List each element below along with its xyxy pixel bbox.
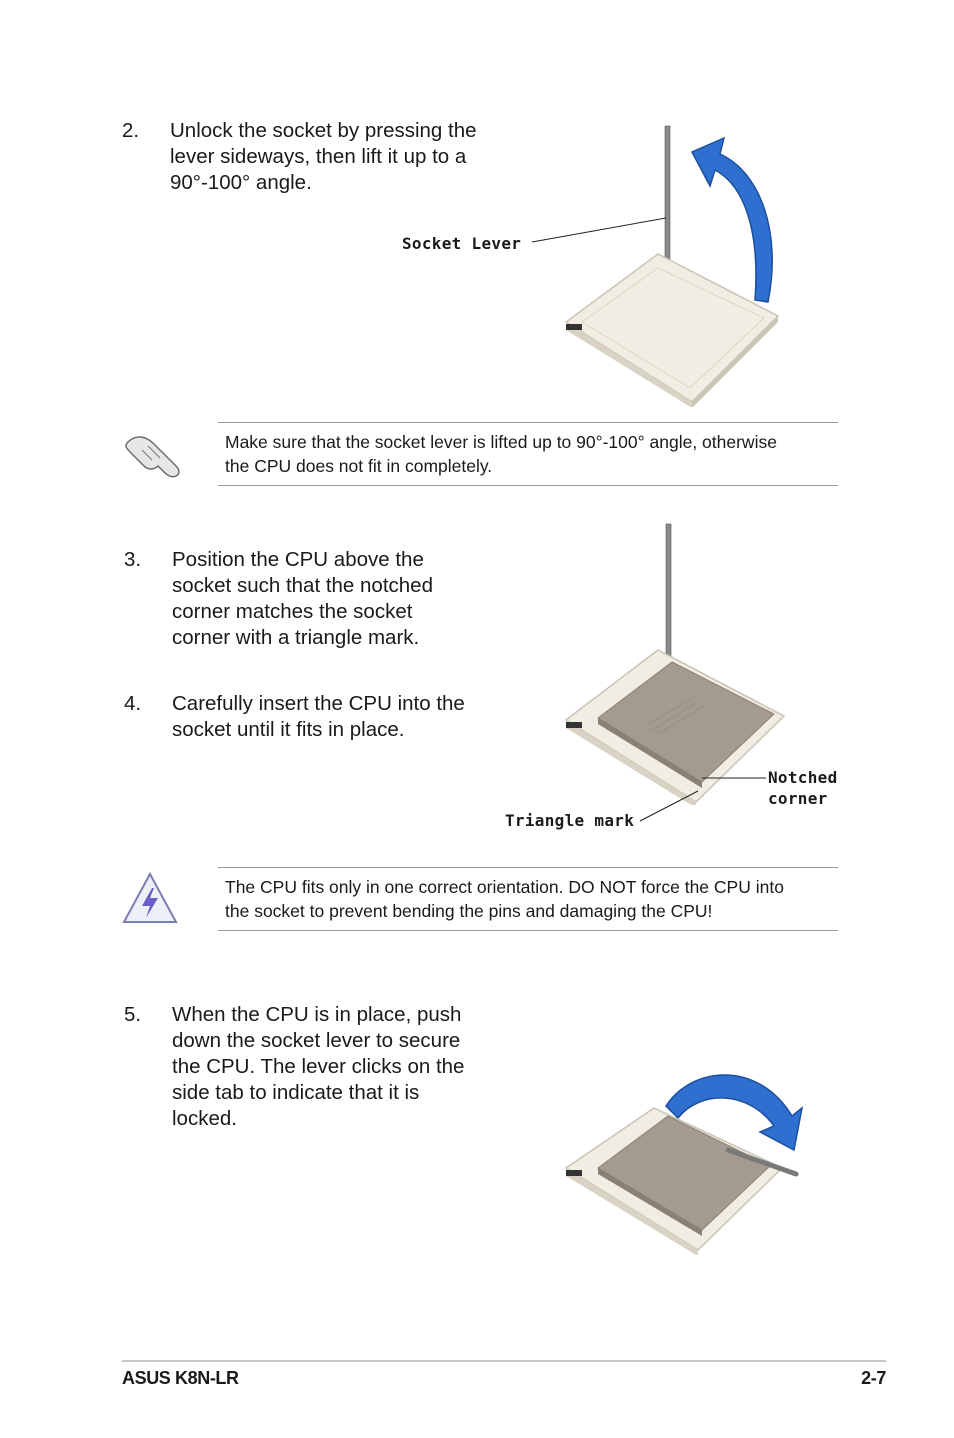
socket-lever-leader-line bbox=[530, 214, 670, 244]
warning-lightning-icon bbox=[122, 870, 178, 926]
step-number: 5. bbox=[124, 1003, 142, 1026]
note-warning-icon bbox=[122, 870, 178, 926]
socket-lever-label: Socket Lever bbox=[402, 234, 522, 253]
cpu-insert-figure bbox=[562, 520, 787, 805]
step-5 bbox=[124, 1002, 524, 1134]
step-number: 3. bbox=[124, 548, 142, 571]
step-text: When the CPU is in place, push down the socket lever to secure the CPU. The lever clicks on the side tab to indicate that it is locked. bbox=[172, 1003, 465, 1130]
triangle-mark-label: Triangle mark bbox=[505, 811, 635, 830]
step-2 bbox=[122, 118, 522, 198]
lever-icon bbox=[665, 126, 670, 266]
step-text: Position the CPU above the socket such that the notched corner matches the socket corner with a triangle mark. bbox=[172, 548, 433, 649]
step-text: Unlock the socket by pressing the lever sideways, then lift it up to a 90°-100° angle. bbox=[170, 119, 477, 194]
hand-note-icon bbox=[124, 428, 186, 480]
note-hand-icon bbox=[124, 428, 186, 480]
note-2-text: The CPU fits only in one correct orientation. DO NOT force the CPU into the socket to prevent bending the pins and damaging the CPU! bbox=[225, 877, 784, 921]
socket-lever-figure bbox=[560, 112, 790, 407]
lever-locked-illustration bbox=[562, 1060, 807, 1255]
note-1-text: Make sure that the socket lever is lifted up to 90°-100° angle, otherwise the CPU does not fit in completely. bbox=[225, 432, 777, 476]
cpu-socket-illustration bbox=[562, 520, 787, 805]
step-number: 4. bbox=[124, 692, 142, 715]
lever-lock-figure bbox=[562, 1060, 807, 1255]
step-number: 2. bbox=[122, 119, 140, 142]
note-2 bbox=[218, 867, 838, 931]
footer-page-number: 2-7 bbox=[861, 1368, 886, 1388]
lever-icon bbox=[666, 524, 671, 664]
triangle-mark-leader-line bbox=[638, 789, 700, 825]
footer-product-name: ASUS K8N-LR bbox=[122, 1368, 239, 1388]
step-text: Carefully insert the CPU into the socket until it fits in place. bbox=[172, 692, 465, 741]
step-3 bbox=[124, 547, 524, 653]
socket-lifted-illustration bbox=[560, 112, 790, 407]
notched-corner-label: Notched corner bbox=[768, 768, 838, 808]
footer-rule bbox=[122, 1360, 886, 1362]
notched-corner-leader-line bbox=[702, 775, 768, 781]
step-4 bbox=[124, 691, 524, 745]
note-1 bbox=[218, 422, 838, 486]
